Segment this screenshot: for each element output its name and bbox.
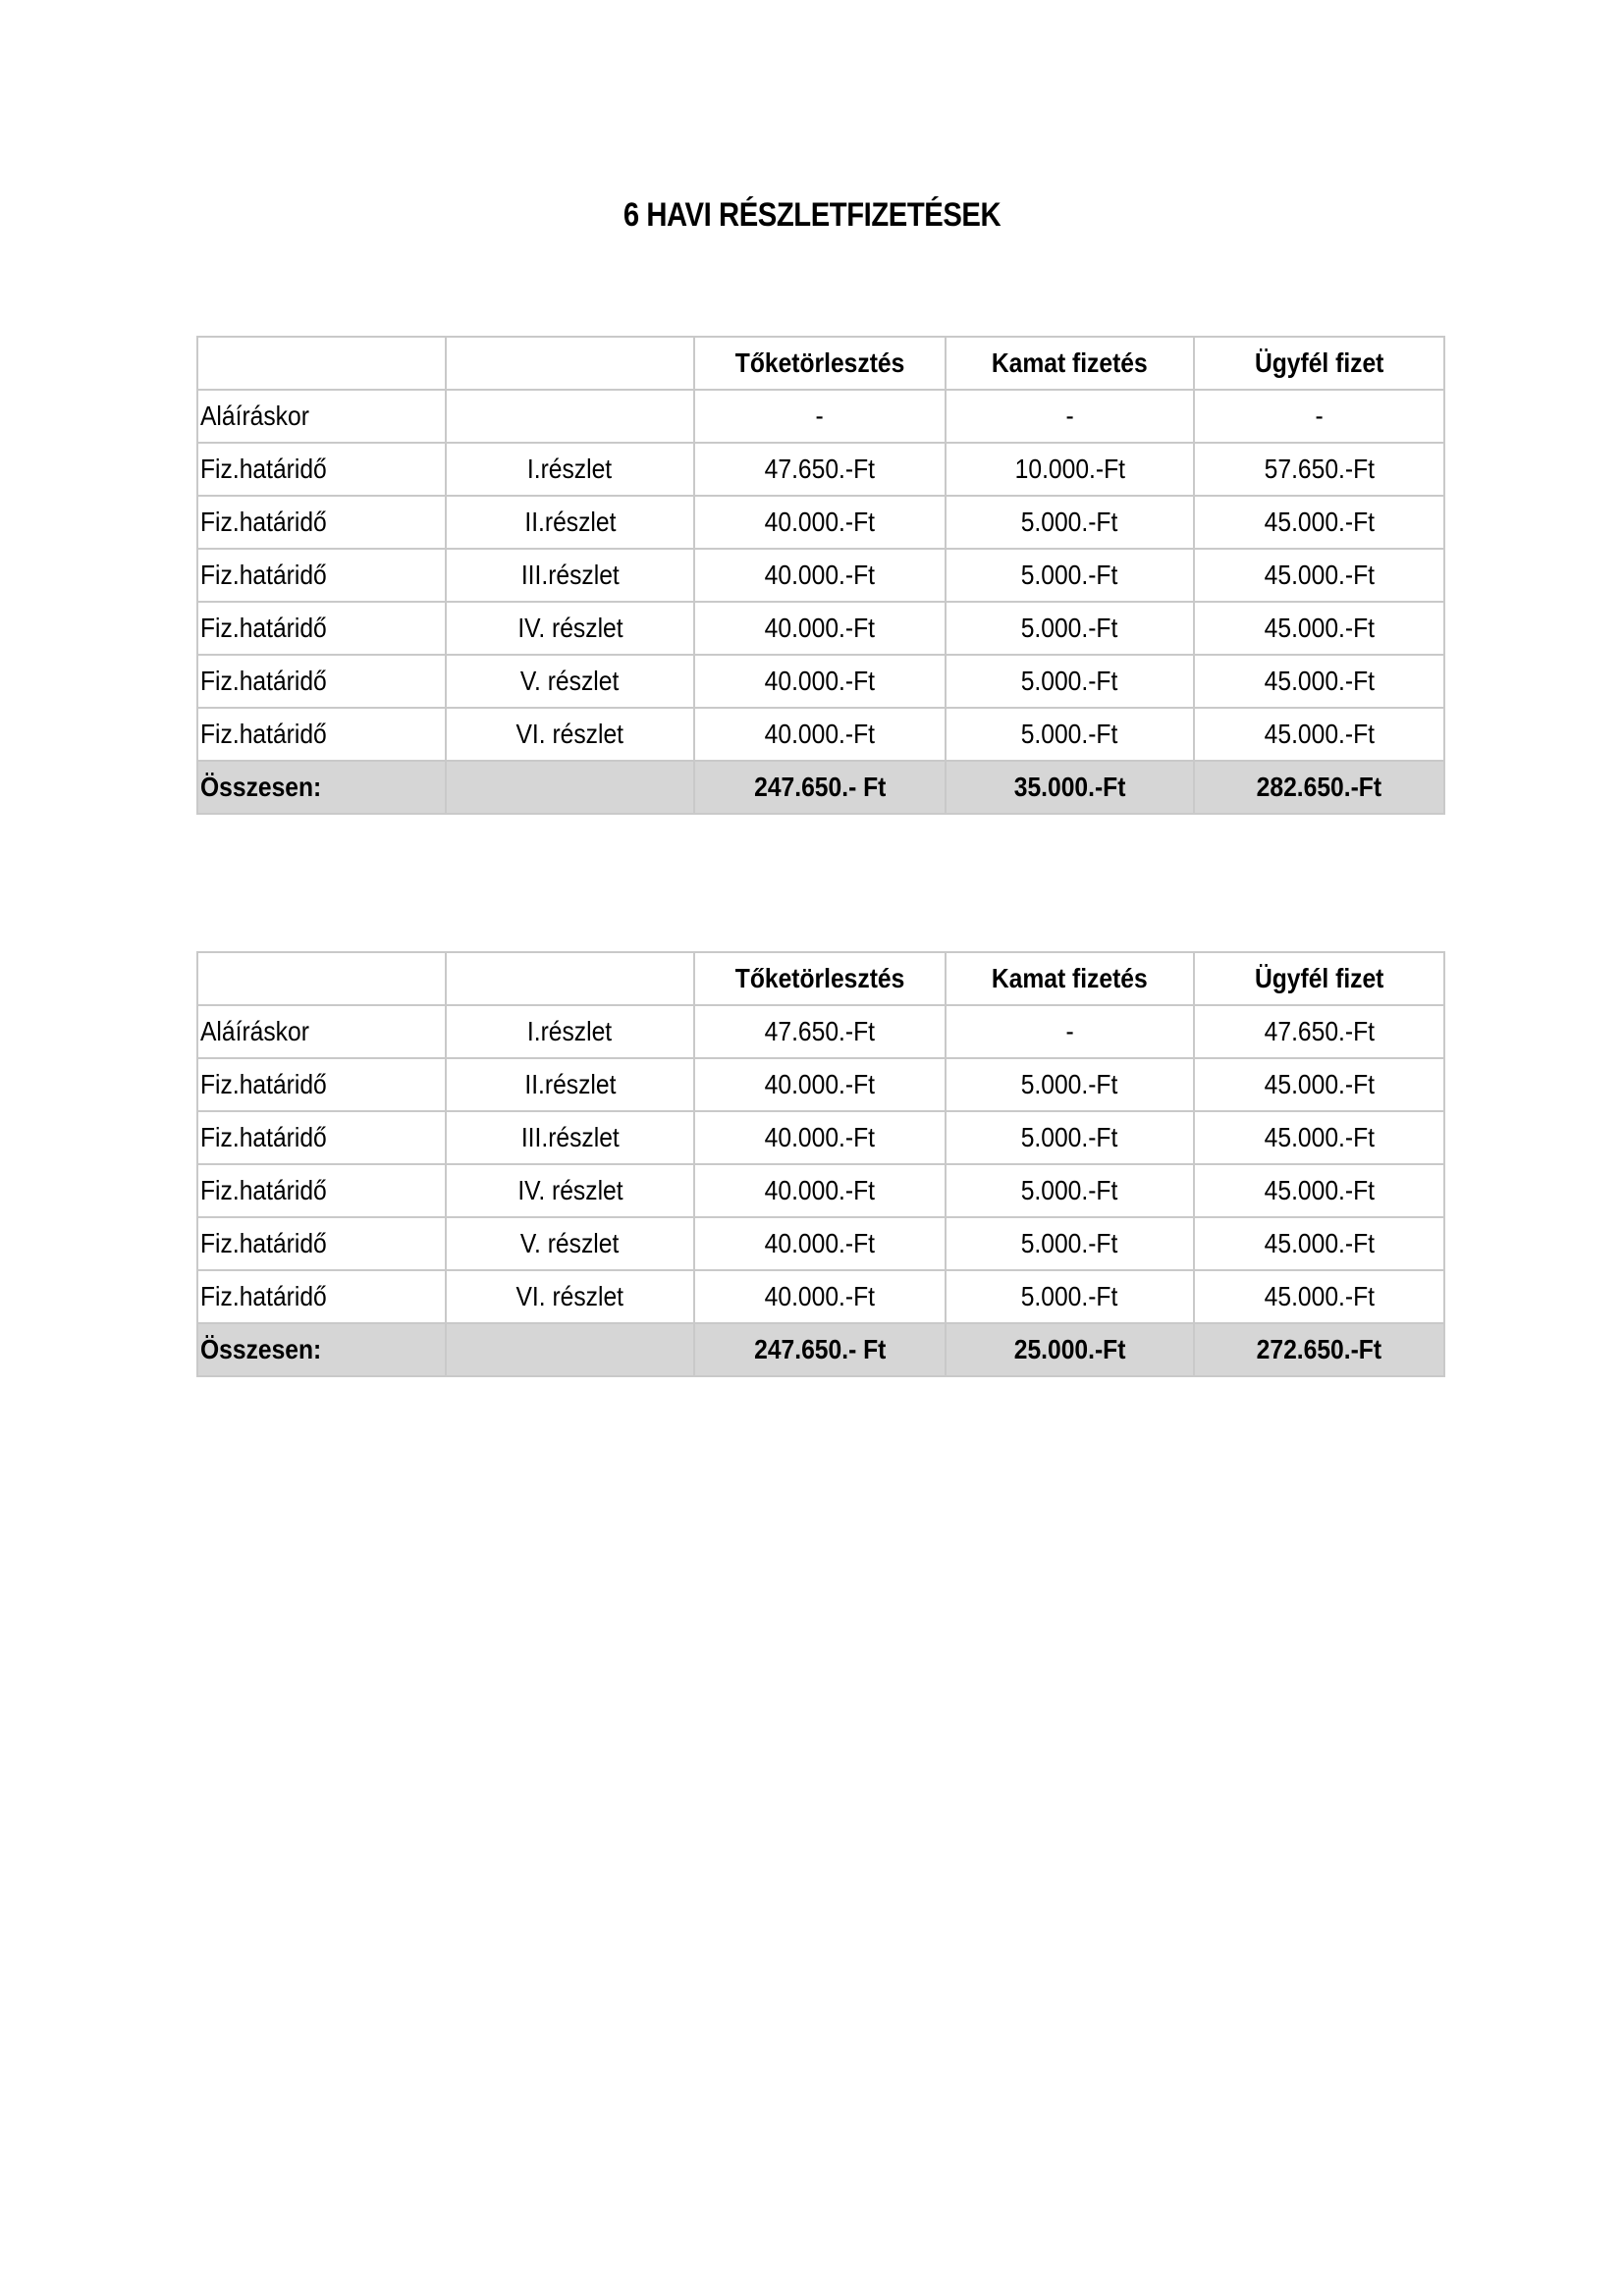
cell-client-pays	[1194, 1058, 1444, 1111]
cell-text: 40.000.-Ft	[764, 560, 876, 590]
cell-text: 5.000.-Ft	[1021, 1122, 1118, 1152]
cell-text: Fiz.határidő	[200, 666, 327, 696]
cell-text: Fiz.határidő	[200, 613, 327, 643]
cell-client-pays	[1194, 1323, 1444, 1376]
page-title: 6 HAVI RÉSZLETFIZETÉSEK	[623, 196, 1001, 234]
table-row	[197, 1111, 1444, 1164]
cell-principal	[694, 1058, 946, 1111]
cell-text: 25.000.-Ft	[1013, 1334, 1126, 1364]
cell-label	[197, 390, 446, 443]
cell-client-pays	[1194, 708, 1444, 761]
cell-label	[197, 1005, 446, 1058]
cell-text: 40.000.-Ft	[764, 1122, 876, 1152]
cell-client-pays	[1194, 549, 1444, 602]
cell-text: Kamat fizetés	[992, 347, 1148, 378]
cell-interest	[946, 1058, 1194, 1111]
cell-installment	[446, 337, 694, 390]
cell-label	[197, 337, 446, 390]
cell-text: 5.000.-Ft	[1021, 560, 1118, 590]
cell-installment	[446, 496, 694, 549]
cell-text: 45.000.-Ft	[1264, 613, 1375, 643]
cell-text: 5.000.-Ft	[1021, 507, 1118, 537]
cell-installment	[446, 1217, 694, 1270]
cell-text: 45.000.-Ft	[1264, 507, 1375, 537]
cell-client-pays	[1194, 1005, 1444, 1058]
cell-text: V. részlet	[520, 666, 620, 696]
cell-interest	[946, 655, 1194, 708]
table-row	[197, 443, 1444, 496]
cell-text: 40.000.-Ft	[764, 613, 876, 643]
cell-text: II.részlet	[523, 507, 617, 537]
cell-label	[197, 1270, 446, 1323]
table-row	[197, 1005, 1444, 1058]
table-row	[197, 549, 1444, 602]
cell-interest	[946, 443, 1194, 496]
cell-text: Ügyfél fizet	[1254, 347, 1384, 378]
total-row	[197, 761, 1444, 814]
cell-text: Összesen:	[200, 772, 322, 802]
cell-text: III.részlet	[520, 560, 620, 590]
cell-interest	[946, 1323, 1194, 1376]
cell-installment	[446, 1111, 694, 1164]
cell-label	[197, 1164, 446, 1217]
cell-client-pays	[1194, 1217, 1444, 1270]
cell-client-pays	[1194, 952, 1444, 1005]
cell-text: 5.000.-Ft	[1021, 1281, 1118, 1311]
cell-text: -	[1065, 1016, 1074, 1046]
cell-interest	[946, 708, 1194, 761]
cell-principal	[694, 708, 946, 761]
cell-label	[197, 1217, 446, 1270]
table-row	[197, 655, 1444, 708]
cell-text: 45.000.-Ft	[1264, 666, 1375, 696]
cell-principal	[694, 761, 946, 814]
cell-interest	[946, 1217, 1194, 1270]
cell-interest	[946, 1164, 1194, 1217]
cell-text: Tőketörlesztés	[734, 347, 905, 378]
cell-principal	[694, 1111, 946, 1164]
cell-text: I.részlet	[527, 454, 613, 484]
cell-client-pays	[1194, 496, 1444, 549]
cell-label	[197, 602, 446, 655]
table-row	[197, 1164, 1444, 1217]
cell-installment	[446, 708, 694, 761]
cell-text: 5.000.-Ft	[1021, 613, 1118, 643]
cell-text: Fiz.határidő	[200, 1281, 327, 1311]
cell-text: VI. részlet	[515, 1281, 624, 1311]
cell-text: 47.650.-Ft	[764, 454, 876, 484]
cell-interest	[946, 390, 1194, 443]
cell-principal	[694, 443, 946, 496]
header-row	[197, 337, 1444, 390]
cell-interest	[946, 1270, 1194, 1323]
installment-table-1	[196, 336, 1445, 815]
cell-text: Kamat fizetés	[992, 963, 1148, 993]
cell-text: IV. részlet	[516, 1175, 623, 1205]
table-row	[197, 1058, 1444, 1111]
cell-installment	[446, 1005, 694, 1058]
cell-text: 5.000.-Ft	[1021, 1175, 1118, 1205]
cell-principal	[694, 390, 946, 443]
cell-principal	[694, 1323, 946, 1376]
cell-text: Fiz.határidő	[200, 454, 327, 484]
cell-text: Ügyfél fizet	[1254, 963, 1384, 993]
cell-text: 10.000.-Ft	[1014, 454, 1125, 484]
cell-text: 47.650.-Ft	[764, 1016, 876, 1046]
cell-client-pays	[1194, 390, 1444, 443]
cell-text: 45.000.-Ft	[1264, 1069, 1375, 1099]
cell-text: Fiz.határidő	[200, 507, 327, 537]
cell-interest	[946, 337, 1194, 390]
cell-principal	[694, 602, 946, 655]
cell-client-pays	[1194, 655, 1444, 708]
cell-text: Összesen:	[200, 1334, 322, 1364]
cell-label	[197, 496, 446, 549]
cell-text: IV. részlet	[516, 613, 623, 643]
cell-label	[197, 1323, 446, 1376]
header-row	[197, 952, 1444, 1005]
table-row	[197, 602, 1444, 655]
cell-text: 57.650.-Ft	[1264, 454, 1375, 484]
cell-label	[197, 761, 446, 814]
cell-text: 5.000.-Ft	[1021, 666, 1118, 696]
cell-client-pays	[1194, 1111, 1444, 1164]
cell-client-pays	[1194, 602, 1444, 655]
cell-text: 247.650.- Ft	[753, 1334, 887, 1364]
cell-client-pays	[1194, 337, 1444, 390]
cell-text: Fiz.határidő	[200, 1175, 327, 1205]
table-row	[197, 390, 1444, 443]
cell-text: 272.650.-Ft	[1256, 1334, 1382, 1364]
cell-client-pays	[1194, 443, 1444, 496]
cell-label	[197, 655, 446, 708]
cell-text: III.részlet	[520, 1122, 620, 1152]
cell-installment	[446, 602, 694, 655]
cell-text: 45.000.-Ft	[1264, 1228, 1375, 1258]
cell-label	[197, 443, 446, 496]
cell-label	[197, 1111, 446, 1164]
cell-text: 40.000.-Ft	[764, 507, 876, 537]
installment-table-1-body	[197, 337, 1444, 814]
cell-installment	[446, 1270, 694, 1323]
cell-text: 247.650.- Ft	[753, 772, 887, 802]
cell-text: Fiz.határidő	[200, 719, 327, 749]
cell-interest	[946, 1111, 1194, 1164]
cell-principal	[694, 1217, 946, 1270]
cell-text: V. részlet	[520, 1228, 620, 1258]
cell-text: Fiz.határidő	[200, 1228, 327, 1258]
cell-label	[197, 549, 446, 602]
cell-text: Fiz.határidő	[200, 560, 327, 590]
cell-text: 5.000.-Ft	[1021, 1069, 1118, 1099]
cell-installment	[446, 761, 694, 814]
cell-text: I.részlet	[527, 1016, 613, 1046]
cell-text: 40.000.-Ft	[764, 1281, 876, 1311]
cell-installment	[446, 952, 694, 1005]
cell-interest	[946, 761, 1194, 814]
cell-principal	[694, 655, 946, 708]
table-row	[197, 1217, 1444, 1270]
table-row	[197, 496, 1444, 549]
cell-label	[197, 708, 446, 761]
cell-client-pays	[1194, 1164, 1444, 1217]
cell-interest	[946, 496, 1194, 549]
cell-principal	[694, 952, 946, 1005]
cell-interest	[946, 1005, 1194, 1058]
cell-text: 40.000.-Ft	[764, 1175, 876, 1205]
cell-interest	[946, 549, 1194, 602]
cell-text: -	[815, 400, 825, 431]
cell-installment	[446, 1164, 694, 1217]
cell-installment	[446, 655, 694, 708]
cell-text: VI. részlet	[515, 719, 624, 749]
cell-text: -	[1315, 400, 1324, 431]
cell-principal	[694, 549, 946, 602]
cell-text: II.részlet	[523, 1069, 617, 1099]
cell-principal	[694, 496, 946, 549]
cell-client-pays	[1194, 761, 1444, 814]
cell-text: 40.000.-Ft	[764, 719, 876, 749]
cell-text: 47.650.-Ft	[1264, 1016, 1375, 1046]
cell-installment	[446, 443, 694, 496]
cell-interest	[946, 952, 1194, 1005]
cell-text: 40.000.-Ft	[764, 1228, 876, 1258]
cell-label	[197, 1058, 446, 1111]
cell-principal	[694, 337, 946, 390]
table-row	[197, 1270, 1444, 1323]
cell-text: 45.000.-Ft	[1264, 1175, 1375, 1205]
total-row	[197, 1323, 1444, 1376]
cell-text: 45.000.-Ft	[1264, 1122, 1375, 1152]
cell-text: 45.000.-Ft	[1264, 719, 1375, 749]
cell-text: 45.000.-Ft	[1264, 560, 1375, 590]
cell-installment	[446, 1058, 694, 1111]
cell-text: 282.650.-Ft	[1256, 772, 1382, 802]
cell-principal	[694, 1164, 946, 1217]
cell-text: 40.000.-Ft	[764, 666, 876, 696]
cell-principal	[694, 1005, 946, 1058]
table-row	[197, 708, 1444, 761]
installment-table-2-body	[197, 952, 1444, 1376]
installment-table-2	[196, 951, 1445, 1377]
cell-text: 5.000.-Ft	[1021, 719, 1118, 749]
cell-text: Tőketörlesztés	[734, 963, 905, 993]
cell-label	[197, 952, 446, 1005]
cell-text: 45.000.-Ft	[1264, 1281, 1375, 1311]
cell-installment	[446, 549, 694, 602]
cell-installment	[446, 1323, 694, 1376]
cell-text: 40.000.-Ft	[764, 1069, 876, 1099]
cell-client-pays	[1194, 1270, 1444, 1323]
cell-text: Fiz.határidő	[200, 1122, 327, 1152]
cell-installment	[446, 390, 694, 443]
cell-text: Fiz.határidő	[200, 1069, 327, 1099]
cell-text: 35.000.-Ft	[1013, 772, 1126, 802]
cell-text: Aláíráskor	[200, 400, 309, 431]
cell-principal	[694, 1270, 946, 1323]
cell-text: 5.000.-Ft	[1021, 1228, 1118, 1258]
cell-text: Aláíráskor	[200, 1016, 309, 1046]
cell-interest	[946, 602, 1194, 655]
cell-text: -	[1065, 400, 1074, 431]
